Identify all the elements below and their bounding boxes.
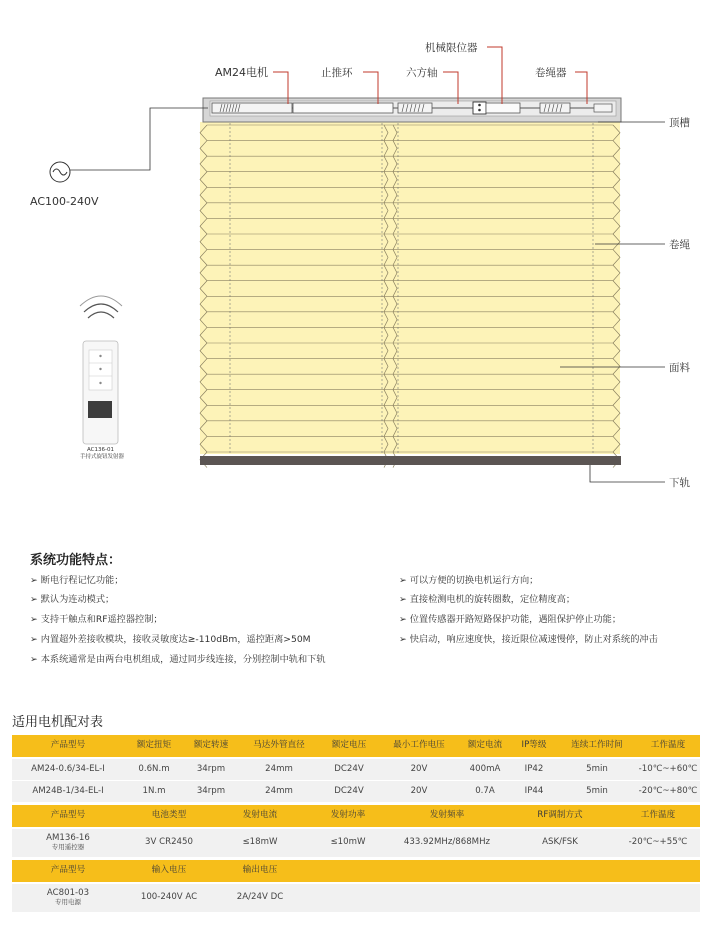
table-cell: -10℃~+60℃ <box>638 763 698 774</box>
power-header-row <box>12 860 700 882</box>
remote-control-illustration <box>80 296 122 444</box>
header-cell: 产品型号 <box>50 810 86 821</box>
table-cell: 5min <box>586 785 608 796</box>
table-cell: -20℃~+80℃ <box>638 785 698 796</box>
header-cell: 产品型号 <box>50 740 86 751</box>
winder-label: 卷绳器 <box>535 67 567 79</box>
table-cell: 433.92MHz/868MHz <box>403 837 491 848</box>
remote-model-label <box>80 447 125 461</box>
bottom-rail-label: 下轨 <box>669 477 690 489</box>
feature-right-4: ➢ 快启动，响应速度快，接近限位减速慢停，防止对系统的冲击 <box>399 634 658 645</box>
header-cell: 发射频率 <box>429 810 465 821</box>
remote-model-value: AM136-16 <box>46 833 90 844</box>
table-row <box>12 884 700 912</box>
feature-right-3: ➢ 位置传感器开路短路保护功能，遇阻保护停止功能； <box>399 614 622 625</box>
feature-right-2: ➢ 直接检测电机的旋转圈数，定位精度高； <box>399 594 576 605</box>
table-cell: 2A/24V DC <box>236 892 284 903</box>
header-cell: 产品型号 <box>50 865 86 876</box>
stop-ring-label: 止推环 <box>321 67 353 79</box>
feature-left-2: ➢ 默认为连动模式； <box>30 594 115 605</box>
table-title: 适用电机配对表 <box>12 715 104 730</box>
motor-header-row <box>12 735 700 757</box>
table-cell: 24mm <box>265 763 293 774</box>
header-cell: 输出电压 <box>242 865 278 876</box>
feature-right-1: ➢ 可以方便的切换电机运行方向； <box>399 575 539 586</box>
bottom-rail <box>200 456 621 465</box>
table-cell: 0.7A <box>475 785 495 796</box>
table-cell: ≤10mW <box>330 837 366 848</box>
remote-model-sub: 专用遥控器 <box>51 843 85 852</box>
power-cord <box>60 108 208 170</box>
feature-left-3: ➢ 支持干触点和RF遥控器控制； <box>30 614 163 625</box>
table-cell: 1N.m <box>142 785 166 796</box>
winder-part <box>540 103 570 113</box>
table-cell: ≤18mW <box>242 837 278 848</box>
header-cell: 额定扭矩 <box>136 740 172 751</box>
fabric-label: 面料 <box>669 362 690 374</box>
motor-label: AM24电机 <box>215 66 269 79</box>
table-cell <box>12 834 124 851</box>
header-cell: 发射电流 <box>242 810 278 821</box>
header-cell: 工作温度 <box>650 740 686 751</box>
stop-ring-part <box>293 103 393 113</box>
header-cell: 发射功率 <box>330 810 366 821</box>
header-cell: 额定电压 <box>331 740 367 751</box>
table-cell: 34rpm <box>196 763 226 774</box>
features-title: 系统功能特点： <box>30 553 122 568</box>
feature-left-4: ➢ 内置超外差接收模块，接收灵敏度达≥-110dBm，遥控距离>50M <box>30 634 311 645</box>
table-cell: IP44 <box>524 785 544 796</box>
feature-left-5: ➢ 本系统通常是由两台电机组成，通过同步线连接，分别控制中轨和下轨 <box>30 654 326 665</box>
power-voltage-label: AC100-240V <box>30 195 99 208</box>
top-rail-label: 顶槽 <box>669 117 690 129</box>
table-cell: AM24-0.6/34-EL-I <box>31 763 105 774</box>
header-cell: 连续工作时间 <box>571 740 623 751</box>
table-cell: 5min <box>586 763 608 774</box>
table-cell: 34rpm <box>196 785 226 796</box>
header-cell: 工作温度 <box>640 810 676 821</box>
power-model-value: AC801-03 <box>46 888 90 899</box>
table-row <box>12 781 700 802</box>
hex-shaft-label: 六方轴 <box>406 67 438 79</box>
table-cell: 3V CR2450 <box>145 837 193 848</box>
table-cell: -20℃~+55℃ <box>628 837 688 848</box>
power-model-sub: 专用电源 <box>55 898 81 907</box>
table-cell: 100-240V AC <box>140 892 198 903</box>
table-row <box>12 829 700 857</box>
header-cell: 最小工作电压 <box>393 740 445 751</box>
table-cell: ASK/FSK <box>542 837 578 848</box>
header-cell: 额定电流 <box>467 740 503 751</box>
remote-header-row <box>12 805 700 827</box>
cord-label: 卷绳 <box>669 239 690 251</box>
header-cell: 输入电压 <box>151 865 187 876</box>
header-cell: 额定转速 <box>193 740 229 751</box>
table-cell: 20V <box>410 763 428 774</box>
table-cell <box>12 889 124 906</box>
remote-model: AC136-01 <box>87 447 114 453</box>
table-cell: IP42 <box>524 763 544 774</box>
header-cell: 电池类型 <box>151 810 187 821</box>
table-cell: 400mA <box>469 763 501 774</box>
table-cell: 24mm <box>265 785 293 796</box>
table-row <box>12 759 700 780</box>
header-cell: IP等级 <box>521 740 547 751</box>
table-cell: AM24B-1/34-EL-I <box>32 785 104 796</box>
table-cell: 20V <box>410 785 428 796</box>
header-cell: 马达外管直径 <box>253 740 305 751</box>
limiter-label: 机械限位器 <box>425 42 478 54</box>
table-cell: DC24V <box>334 763 364 774</box>
remote-name: 手持式旋钮发射器 <box>80 454 125 460</box>
table-cell: DC24V <box>334 785 364 796</box>
header-cell: RF调制方式 <box>537 810 583 821</box>
feature-left-1: ➢ 断电行程记忆功能； <box>30 575 124 586</box>
table-cell: 0.6N.m <box>138 763 170 774</box>
